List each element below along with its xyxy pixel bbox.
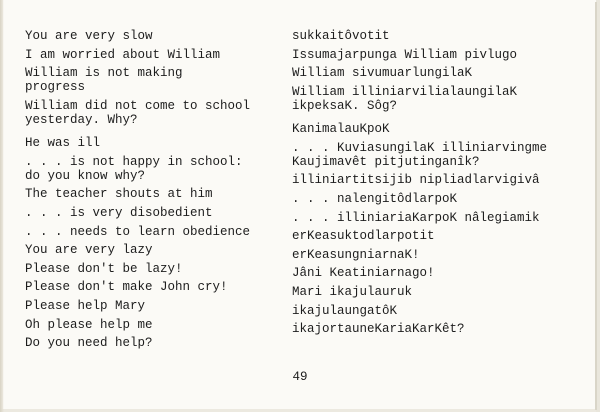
inuktitut-phrase: erKeasuktodlarpotit (292, 229, 435, 244)
inuktitut-phrase: Jâni Keatiniarnago! (292, 266, 435, 281)
inuktitut-phrase: ikajulaungatôK (292, 303, 398, 318)
inuktitut-phrase: Issumajarpunga William pivlugo (292, 47, 518, 62)
inuktitut-phrase: ikajortauneKariaKarKêt? (292, 322, 465, 337)
english-phrase: The teacher shouts at him (25, 187, 213, 202)
english-phrase: . . . is not happy in school: do you know why? (25, 154, 243, 183)
english-phrase: William did not come to school yesterday. Why? (25, 98, 251, 127)
english-column (25, 29, 280, 355)
english-phrase: Please don't make John cry! (25, 280, 228, 295)
inuktitut-phrase: . . . KuviasungilaK illiniarvingme Kaujimavêt pitjutinganîk? (292, 140, 548, 169)
english-phrase: You are very lazy (25, 243, 153, 258)
english-phrase: He was ill (25, 136, 101, 151)
english-phrase: William is not making progress (25, 66, 183, 95)
inuktitut-column (292, 29, 582, 341)
inuktitut-phrase: KanimalauKpoK (292, 122, 390, 137)
inuktitut-phrase: William sivumuarlungilaK (292, 66, 473, 81)
inuktitut-phrase: William illiniarvilialaungilaK ikpeksaK. Sôg? (292, 84, 518, 113)
english-phrase: Do you need help? (25, 336, 153, 351)
inuktitut-phrase: illiniartitsijib nipliadlarvigivâ (292, 173, 540, 188)
inuktitut-phrase: erKeasungniarnaK! (292, 247, 420, 262)
inuktitut-phrase: . . . illiniariaKarpoK nâlegiamik (292, 210, 540, 225)
english-phrase: You are very slow (25, 29, 153, 43)
english-phrase: I am worried about William (25, 47, 221, 62)
inuktitut-phrase: sukkaitôvotit (292, 29, 390, 43)
english-phrase: . . . is very disobedient (25, 206, 213, 221)
english-phrase: Please don't be lazy! (25, 261, 183, 276)
english-phrase: Please help Mary (25, 299, 146, 314)
english-phrase: . . . needs to learn obedience (25, 224, 251, 239)
page-number: 49 (292, 370, 308, 384)
inuktitut-phrase: . . . nalengitôdlarpoK (292, 192, 458, 207)
english-phrase: Oh please help me (25, 317, 153, 332)
inuktitut-phrase: Mari ikajulauruk (292, 285, 413, 300)
